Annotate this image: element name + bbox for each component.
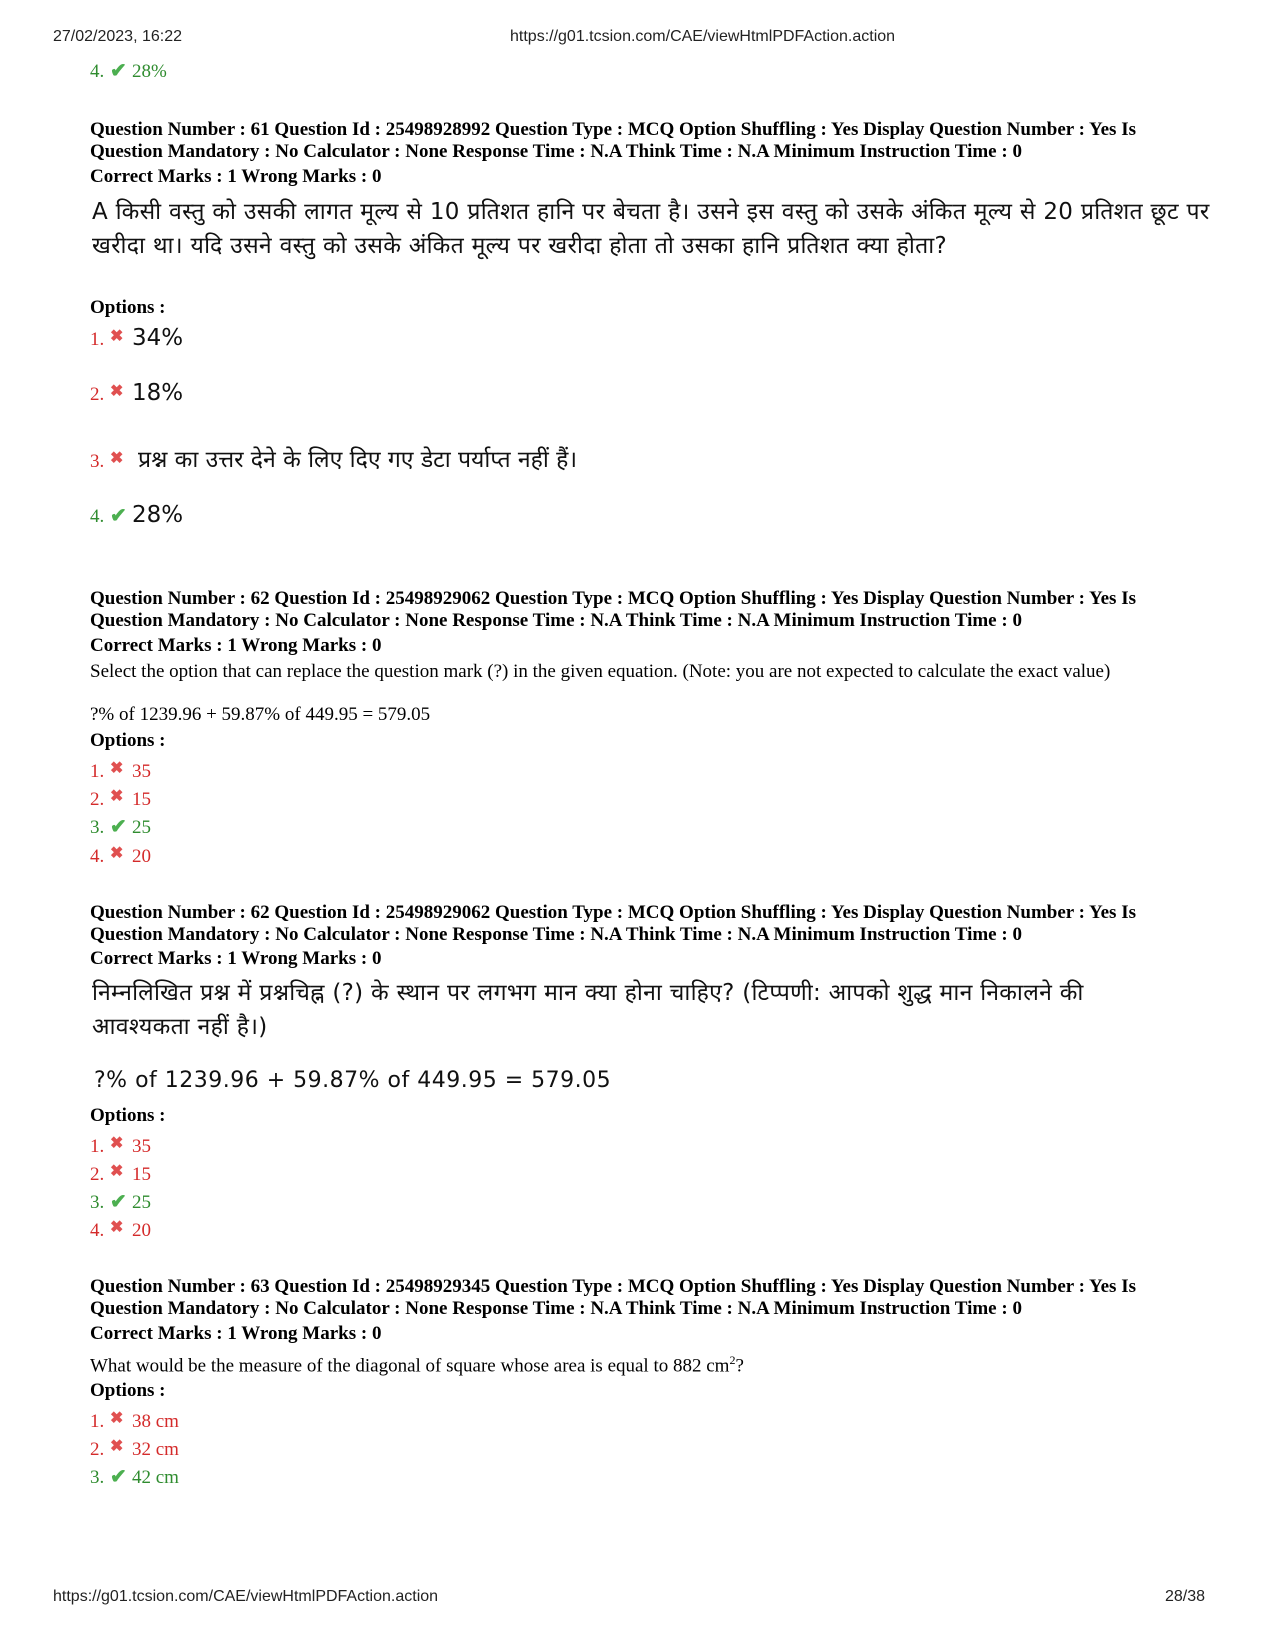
cross-icon: ✖ (110, 788, 124, 805)
cross-icon: ✖ (110, 1410, 124, 1427)
option-item (90, 843, 151, 868)
question-marks: Correct Marks : 1 Wrong Marks : 0 (90, 635, 382, 656)
option-number: 2. (90, 789, 105, 810)
option-number: 3. (90, 817, 105, 838)
question-marks: Correct Marks : 1 Wrong Marks : 0 (90, 948, 382, 969)
option-text: 15 (132, 789, 151, 810)
question-text: Select the option that can replace the question mark (?) in the given equation. (Note: you are not expected to calculate the exact value) (90, 661, 1111, 682)
options-label: Options : (90, 1105, 166, 1126)
option-text: 32 cm (132, 1439, 179, 1460)
option-number: 4. (90, 1220, 105, 1241)
option-number: 3. (90, 451, 105, 472)
option-item (90, 1161, 151, 1186)
option-item (90, 1464, 179, 1489)
cross-icon: ✖ (110, 1219, 124, 1236)
option-number: 2. (90, 1164, 105, 1185)
options-label: Options : (90, 1380, 166, 1401)
check-icon: ✔ (110, 1191, 127, 1213)
option-number: 1. (90, 329, 105, 350)
option-text: 42 cm (132, 1467, 179, 1488)
option-text: 25 (132, 1192, 151, 1213)
check-icon: ✔ (110, 60, 127, 82)
question-text: निम्नलिखित प्रश्न में प्रश्नचिह्न (?) के स्थान पर लगभग मान क्या होना चाहिए? (टिप्पणी: आपको शुद्ध मान निकालने की आवश्यकता नहीं है।) (92, 980, 1084, 1040)
option-item (90, 1436, 179, 1461)
cross-icon: ✖ (110, 328, 124, 345)
check-icon: ✔ (110, 1466, 127, 1488)
question-meta: Question Number : 63 Question Id : 25498929345 Question Type : MCQ Option Shuffling : Yes Display Question Number : Yes Is Question Mandatory : No Calculator : None Response Time : N.A Think Time : N.A Minimum Instruction Time : 0 (90, 1276, 1136, 1319)
option-item (90, 58, 167, 83)
option-item (90, 758, 151, 783)
cross-icon: ✖ (110, 450, 124, 467)
option-number: 4. (90, 846, 105, 867)
print-datetime: 27/02/2023, 16:22 (53, 28, 183, 45)
option-number: 3. (90, 1467, 105, 1488)
options-label: Options : (90, 297, 166, 318)
option-text: 28% (132, 502, 184, 528)
question-meta: Question Number : 62 Question Id : 25498929062 Question Type : MCQ Option Shuffling : Yes Display Question Number : Yes Is Question Mandatory : No Calculator : None Response Time : N.A Think Time : N.A Minimum Instruction Time : 0 (90, 588, 1136, 631)
question-marks: Correct Marks : 1 Wrong Marks : 0 (90, 1323, 382, 1344)
option-item (90, 1133, 151, 1158)
option-text: प्रश्न का उत्तर देने के लिए दिए गए डेटा पर्याप्त नहीं हैं। (138, 447, 578, 473)
option-item (90, 1408, 179, 1433)
option-item (90, 814, 151, 839)
option-number: 2. (90, 1439, 105, 1460)
option-text: 15 (132, 1164, 151, 1185)
option-item (90, 1189, 151, 1214)
check-icon: ✔ (110, 505, 127, 527)
option-item (90, 380, 183, 406)
option-item (90, 442, 577, 474)
question-text: A किसी वस्तु को उसकी लागत मूल्य से 10 प्रतिशत हानि पर बेचता है। उसने इस वस्तु को उसके अंकित मूल्य से 20 प्रतिशत छूट पर खरीदा था। यदि उसने वस्तु को उसके अंकित मूल्य पर खरीदा होता तो उसका हानि प्रतिशत क्या होता? (92, 199, 1210, 259)
option-text: 35 (132, 1136, 151, 1157)
option-number: 1. (90, 1136, 105, 1157)
question-meta: Question Number : 62 Question Id : 25498929062 Question Type : MCQ Option Shuffling : Yes Display Question Number : Yes Is Question Mandatory : No Calculator : None Response Time : N.A Think Time : N.A Minimum Instruction Time : 0 (90, 902, 1136, 945)
footer-url: https://g01.tcsion.com/CAE/viewHtmlPDFAction.action (53, 1588, 439, 1605)
option-text: 25 (132, 817, 151, 838)
question-text: What would be the measure of the diagonal of square whose area is equal to 882 $cm^2$? (90, 1353, 744, 1377)
option-text: 18% (132, 380, 184, 406)
option-number: 4. (90, 61, 105, 82)
option-number: 3. (90, 1192, 105, 1213)
option-number: 4. (90, 506, 105, 527)
question-equation: ?% of 1239.96 + 59.87% of 449.95 = 579.05 (90, 704, 431, 725)
option-item (90, 786, 151, 811)
question-marks: Correct Marks : 1 Wrong Marks : 0 (90, 166, 382, 187)
cross-icon: ✖ (110, 1135, 124, 1152)
option-text: 28% (132, 61, 167, 82)
cross-icon: ✖ (110, 845, 124, 862)
option-item (90, 502, 183, 528)
option-text: 20 (132, 1220, 151, 1241)
cross-icon: ✖ (110, 1438, 124, 1455)
option-number: 1. (90, 1411, 105, 1432)
option-text: 38 cm (132, 1411, 179, 1432)
option-item (90, 325, 183, 351)
check-icon: ✔ (110, 816, 127, 838)
header-url: https://g01.tcsion.com/CAE/viewHtmlPDFAction.action (510, 28, 896, 45)
cross-icon: ✖ (110, 1163, 124, 1180)
page-number: 28/38 (1165, 1588, 1206, 1605)
question-equation: ?% of 1239.96 + 59.87% of 449.95 = 579.05 (94, 1068, 612, 1093)
question-meta: Question Number : 61 Question Id : 25498928992 Question Type : MCQ Option Shuffling : Yes Display Question Number : Yes Is Question Mandatory : No Calculator : None Response Time : N.A Think Time : N.A Minimum Instruction Time : 0 (90, 119, 1136, 162)
option-number: 2. (90, 384, 105, 405)
option-text: 34% (132, 325, 184, 351)
options-label: Options : (90, 730, 166, 751)
cross-icon: ✖ (110, 383, 124, 400)
option-number: 1. (90, 761, 105, 782)
cross-icon: ✖ (110, 760, 124, 777)
option-text: 35 (132, 761, 151, 782)
option-text: 20 (132, 846, 151, 867)
option-item (90, 1217, 151, 1242)
